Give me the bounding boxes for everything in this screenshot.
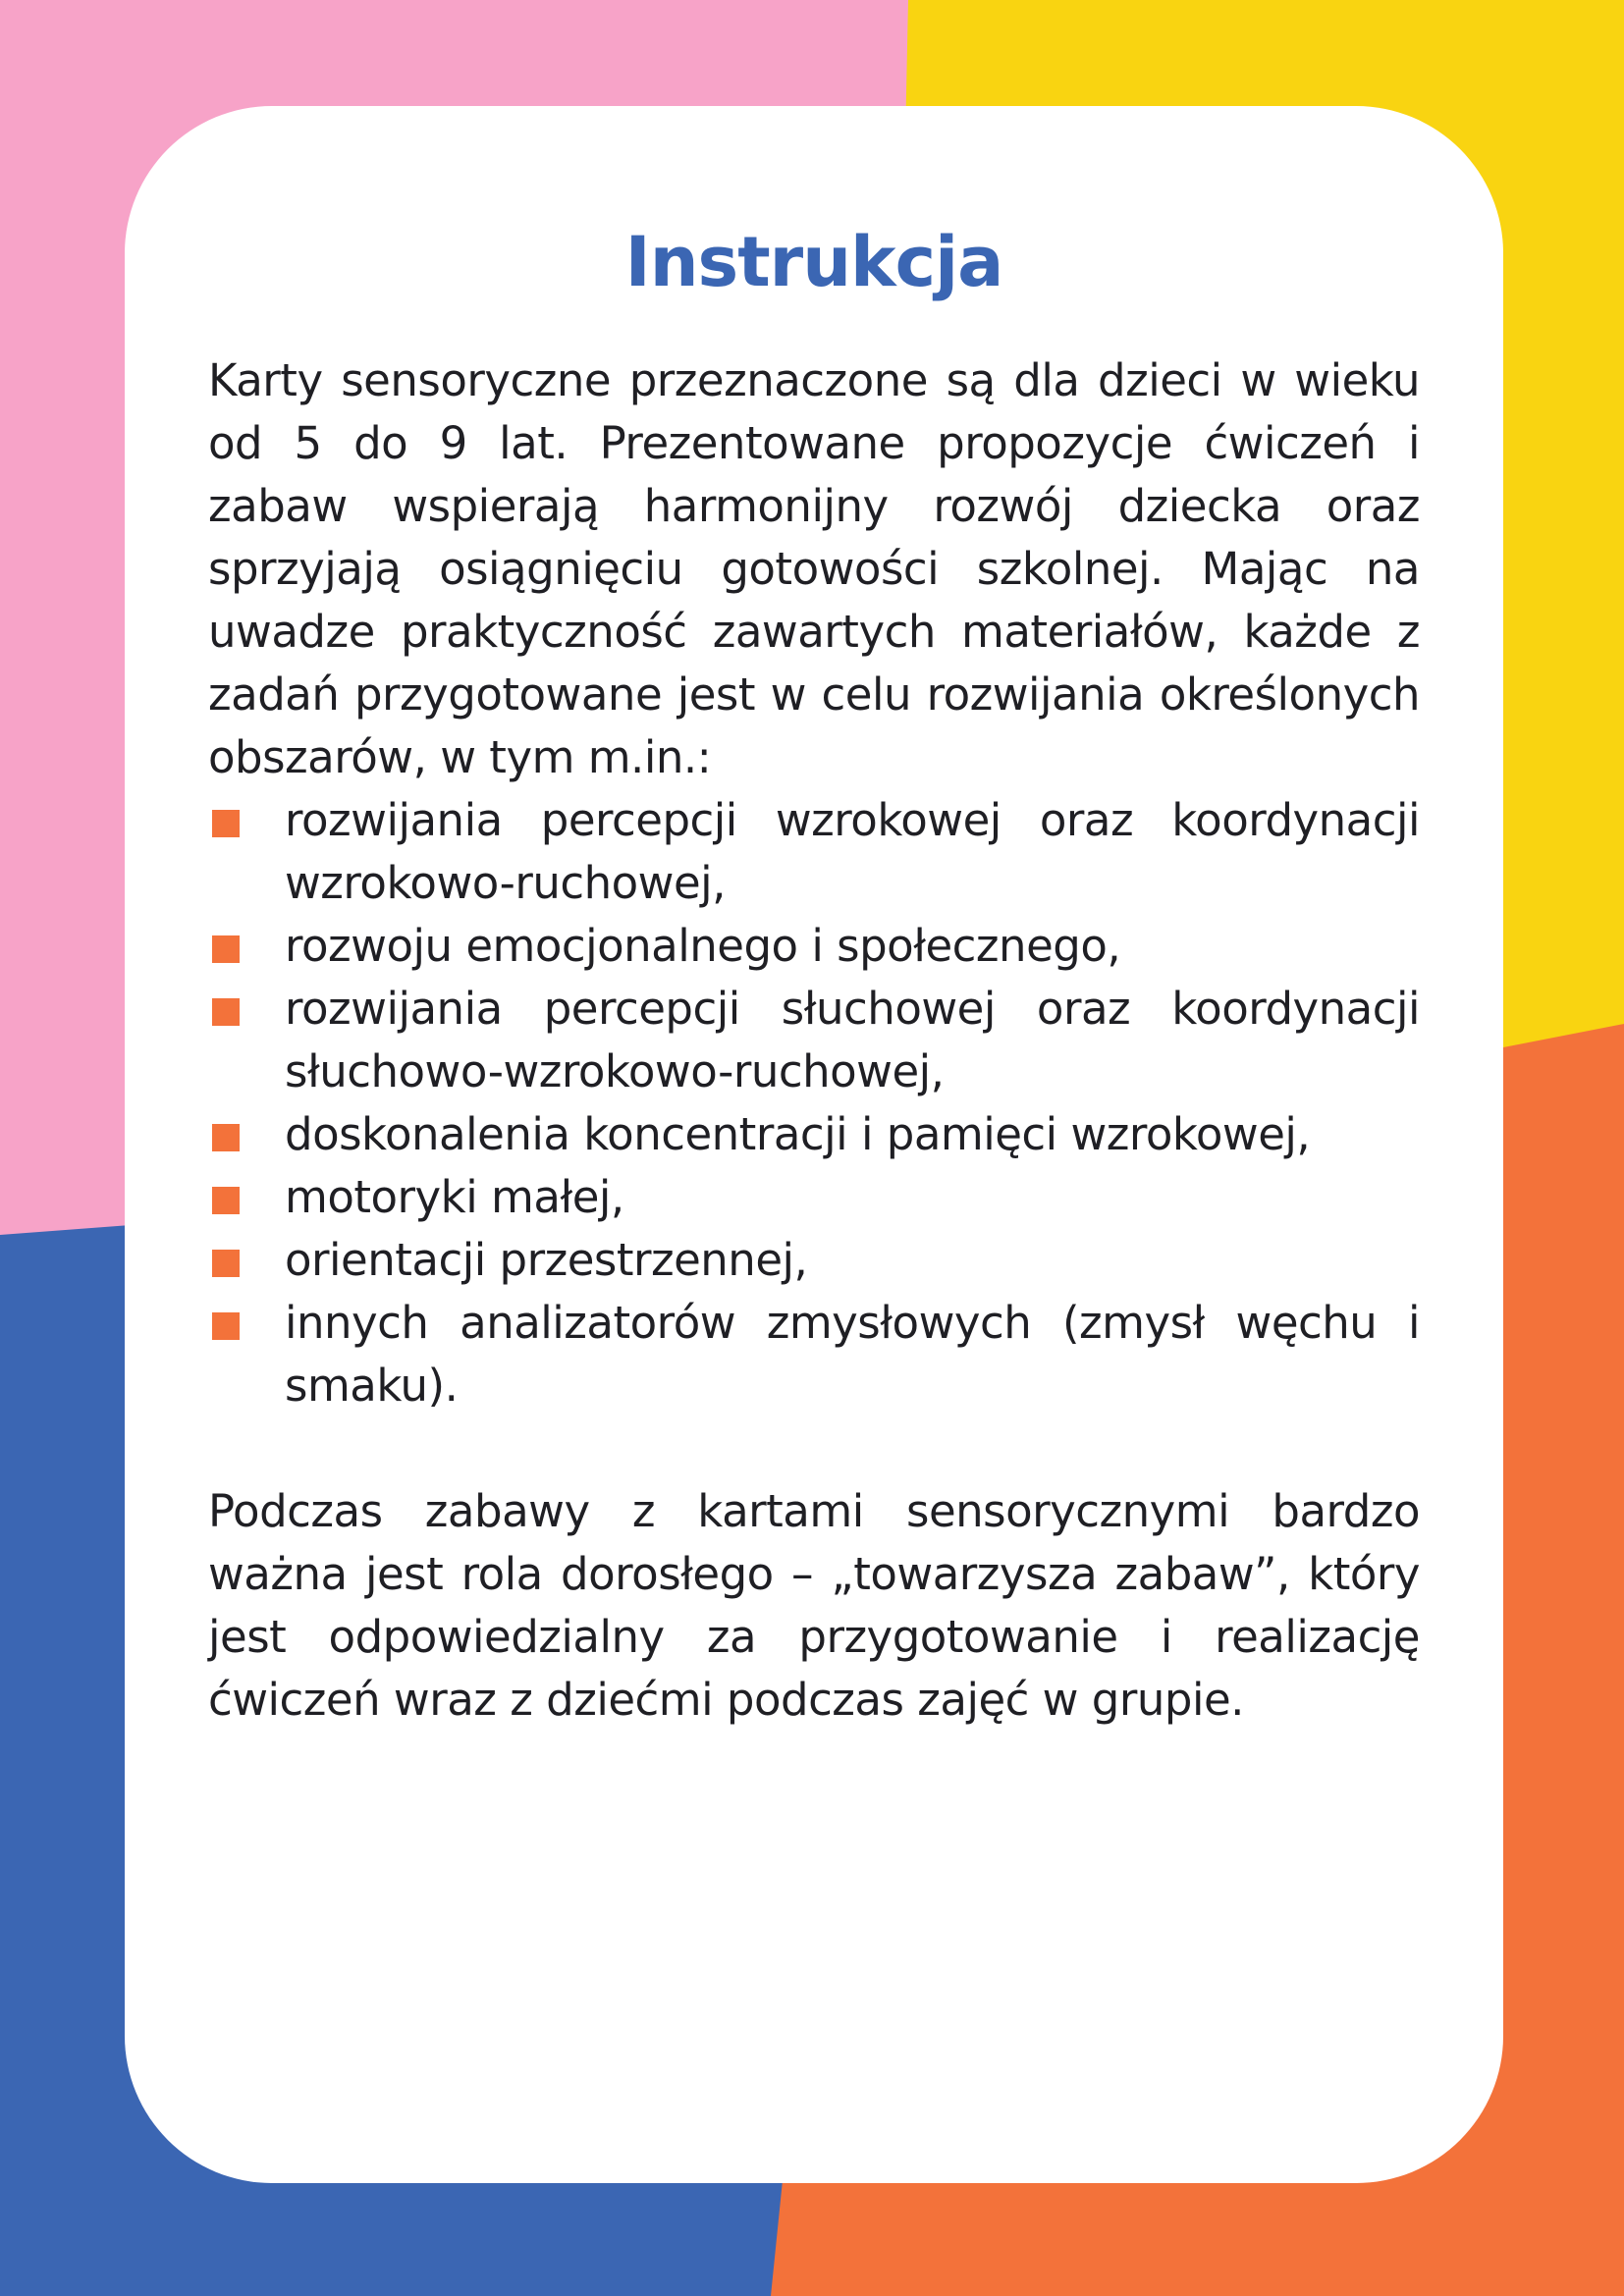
square-bullet-icon (212, 998, 240, 1026)
skills-list (208, 789, 1420, 1417)
list-item-text: innych analizatorów zmysłowych (zmysł węchu i smaku). (285, 1297, 1420, 1412)
list-item (208, 915, 1420, 978)
instruction-body (208, 349, 1420, 1732)
list-item (208, 789, 1420, 915)
intro-paragraph: Karty sensoryczne przeznaczone są dla dzieci w wieku od 5 do 9 lat. Prezentowane propozycje ćwiczeń i zabaw wspierają harmonijny rozwój dziecka oraz sprzyjają osiągnięciu gotowości szkolnej. Mając na uwadze praktyczność zawartych materiałów, każde z zadań przygotowane jest w celu rozwijania określonych obszarów, w tym m.in.: (208, 354, 1420, 783)
outro-paragraph: Podczas zabawy z kartami sensorycznymi bardzo ważna jest rola dorosłego – „towarzysza zabaw”, który jest odpowiedzialny za przygotowanie i realizację ćwiczeń wraz z dziećmi podczas zajęć w grupie. (208, 1485, 1420, 1726)
list-item-text: orientacji przestrzennej, (285, 1234, 808, 1286)
square-bullet-icon (212, 1250, 240, 1277)
list-item (208, 978, 1420, 1103)
list-item (208, 1103, 1420, 1166)
square-bullet-icon (212, 1187, 240, 1214)
list-item-text: doskonalenia koncentracji i pamięci wzrokowej, (285, 1108, 1311, 1160)
square-bullet-icon (212, 935, 240, 963)
page-title: Instrukcja (624, 222, 1003, 302)
square-bullet-icon (212, 1312, 240, 1340)
list-item-text: rozwijania percepcji wzrokowej oraz koordynacji wzrokowo-ruchowej, (285, 794, 1420, 909)
square-bullet-icon (212, 1124, 240, 1151)
list-item (208, 1166, 1420, 1229)
list-item (208, 1229, 1420, 1292)
list-item-text: rozwoju emocjonalnego i społecznego, (285, 920, 1121, 972)
list-item-text: rozwijania percepcji słuchowej oraz koordynacji słuchowo-wzrokowo-ruchowej, (285, 983, 1420, 1097)
instruction-card (125, 106, 1503, 2183)
list-item-text: motoryki małej, (285, 1171, 624, 1223)
list-item (208, 1292, 1420, 1417)
square-bullet-icon (212, 810, 240, 837)
